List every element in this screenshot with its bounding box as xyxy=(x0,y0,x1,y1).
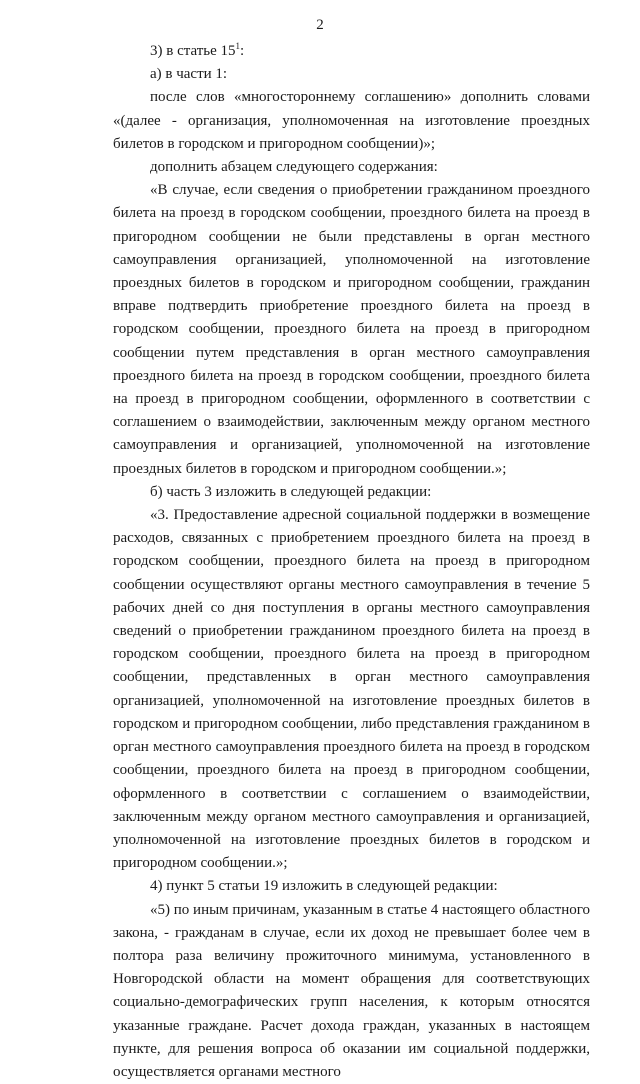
paragraph-quote-part-3: «3. Предоставление адресной социальной поддержки в возмещение расходов, связанных с приобретением проездного билета на проезд в городском сообщении, проездного билета на проезд в пригородном сообщении осуществляют органы местного самоуправления в течение 5 рабочих дней со дня поступления в органы местного самоуправления сведений о приобретении гражданином проездного билета на проезд в городском сообщении, проездного билета на проезд в пригородном сообщении, представленных в орган местного самоуправления организацией, уполномоченной на изготовление проездных билетов в городском и пригородном сообщении, либо представления гражданином в орган местного самоуправления проездного билета на проезд в городском сообщении, проездного билета на проезд в пригородном сообщении, оформленного в соответствии с соглашением о взаимодействии, заключенным между органом местного самоуправления и организацией, уполномоченной на изготовление проездных билетов в городском и пригородном сообщении.»; xyxy=(113,507,590,872)
paragraph-quote-item-5: «5) по иным причинам, указанным в статье 4 настоящего областного закона, - гражданам в случае, если их доход не превышает более чем в полтора раза величину прожиточного минимума, установленного в Новгородской области на момент обращения для соответствующих социально-демографических групп населения, к которым относятся указанные граждане. Расчет дохода граждан, указанных в настоящем пункте, для решения вопроса об оказании им социальной поддержки, осуществляется органами местного xyxy=(113,901,590,1080)
superscript-index: 1 xyxy=(235,41,241,51)
paragraph-article-15-1-colon: : xyxy=(240,43,245,59)
document-body xyxy=(113,40,590,1084)
paragraph-after-words: после слов «многостороннему соглашению» дополнить словами «(далее - организация, уполномоченная на изготовление проездных билетов в городском и пригородном сообщении)»; xyxy=(113,89,590,152)
paragraph-article-15-1 xyxy=(113,40,590,63)
paragraph-quote-case: «В случае, если сведения о приобретении гражданином проездного билета на проезд в городском сообщении, проездного билета на проезд в пригородном сообщении не были представлены в орган местного самоуправления организацией, уполномоченной на изготовление проездных билетов в городском и пригородном сообщении, гражданин вправе подтвердить приобретение проездного билета на проезд в городском сообщении, проездного билета на проезд в пригородном сообщении путем представления в орган местного самоуправления проездного билета на проезд в городском сообщении, проездного билета на проезд в пригородном сообщении, оформленного в соответствии с соглашением о взаимодействии, заключенным между органом местного самоуправления и организацией, уполномоченной на изготовление проездных билетов в городском и пригородном сообщении.»; xyxy=(113,182,590,477)
paragraph-add-abzac: дополнить абзацем следующего содержания: xyxy=(150,159,438,176)
paragraph-article-15-1-text: 3) в статье 15 xyxy=(150,43,236,59)
page-number: 2 xyxy=(316,17,324,33)
paragraph-part-1: а) в части 1: xyxy=(150,66,228,83)
paragraph-part-3: б) часть 3 изложить в следующей редакции: xyxy=(150,483,432,500)
paragraph-item-4: 4) пункт 5 статьи 19 изложить в следующей редакции: xyxy=(150,878,498,895)
